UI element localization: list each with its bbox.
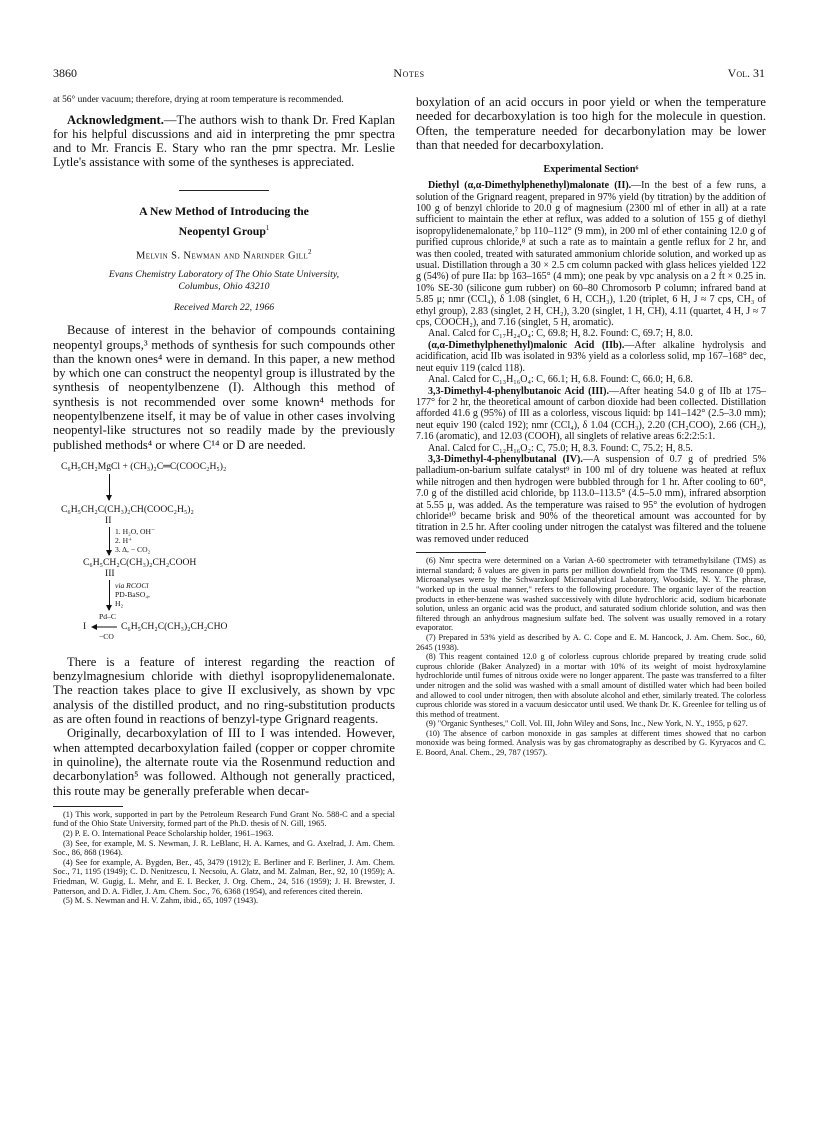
procedure-IIb	[416, 340, 766, 374]
procedure-III	[416, 386, 766, 443]
reaction-scheme	[53, 459, 395, 647]
footnote: (7) Prepared in 53% yield as described by A. C. Cope and E. M. Hancock, J. Am. Chem. Soc., 60, 2645 (1938).	[416, 632, 766, 652]
footnote: (8) This reagent contained 12.0 g of colorless cuprous chloride prepared by treating crude solid cuprous chloride (Baker Analyzed) in a mortar with 10% of its weight of moist hydroxylamine hydrochloride until fumes of nitrous oxide were no longer apparent. The paste was transferred to a filter under nitrogen and the solid was washed with a small amount of distilled water which had been boiled and allowed to cool under nitrogen, then with absolute alcohol and ether, similarly treated. The colorless cuprous chloride was stored in a vacuum desiccator until used. We thank Dr. K. Greenlee for telling us of this method of treatment.	[416, 652, 766, 719]
footnote: (10) The absence of carbon monoxide in gas samples at different times showed that no carbon monoxide was being formed. Analysis was by gas chromatography as described by G. Kyryacos and C. E. Boord, Anal. Chem., 29, 787 (1957).	[416, 728, 766, 758]
previous-article-tail: at 56° under vacuum; therefore, drying at room temperature is recommended.	[53, 95, 344, 105]
procedure-III-text: —After heating 54.0 g of IIb at 175–177° for 2 hr, the theoretical amount of carbon dioxide had been collected. Distillation afforded 41.6 g (95%) of III as a colorless, viscous liquid: bp 141–142° (2.5–3.0 mm); neut equiv 190 (calcd 192); nmr (CCl₄), δ 1.04 (CCH₃), 2.20 (CH₂COO), 2.66 (CH₂), 7.16 (aromatic), and 12.03 (COOH), all singlets of relative areas 6:2:2:5:1.	[416, 385, 766, 443]
experimental-section	[416, 180, 766, 545]
footnote: (1) This work, supported in part by the Petroleum Research Fund Grant No. 588-C and a special fund of the Ohio State University, formed part of the Ph.D. thesis of N. Gill, 1965.	[53, 809, 395, 829]
volume-label: Vol. 31	[727, 66, 765, 80]
scheme-condition-1b: 2. H⁺	[115, 535, 133, 545]
scheme-product-I: I	[83, 620, 87, 632]
footnote: (4) See for example, A. Bygden, Ber., 45, 3479 (1912); E. Berliner and F. Berliner, J. Am. Chem. Soc., 71, 1195 (1949); C. D. Nenitzescu, I. Necsoiu, A. Glatz, and M. Zalman, Ber., 92, 10 (1959); A. Friedman, W. Gugig, L. Mehr, and E. I. Becker, J. Org. Chem., 24, 516 (1959); J. H. Brewster, J. Patterson, and D. A. Fidler, J. Am. Chem. Soc., 76, 6368 (1954), and references cited therein.	[53, 857, 395, 896]
footnote: (5) M. S. Newman and H. V. Zahm, ibid., 65, 1097 (1943).	[63, 896, 259, 906]
scheme-condition-1c: 3. Δ, − CO₂	[115, 544, 151, 554]
footnote: (3) See, for example, M. S. Newman, J. R. LeBlanc, H. A. Karnes, and G. Axelrad, J. Am. Chem. Soc., 86, 868 (1964).	[53, 838, 395, 858]
scheme-label-II: II	[105, 514, 112, 526]
scheme-condition-2c: H₂	[115, 598, 124, 608]
paragraph-decarboxylation: Originally, decarboxylation of III to I was intended. However, when attempted decarboxylation failed (copper or copper chromite in quinoline), the alternate route via the Rosenmund reduction and decarbonylation⁵ was followed. Although not generally practiced, this route may be generally preferable when decar-	[53, 726, 395, 798]
analysis-II: Anal. Calcd for C₁₇H₂₄O₄: C, 69.8; H, 8.2. Found: C, 69.7; H, 8.0.	[428, 328, 693, 340]
procedure-IIb-text: —After alkaline hydrolysis and acidification, acid IIb was isolated in 93% yield as a colorless solid, mp 167–168° dec, neut equiv 119 (calcd 118).	[416, 339, 766, 374]
procedure-IV-heading: 3,3-Dimethyl-4-phenylbutanal (IV).	[428, 453, 583, 465]
scheme-condition-1a: 1. H₂O, OH⁻	[115, 526, 155, 536]
title-line-2	[53, 220, 395, 240]
article-title	[53, 203, 395, 240]
footnotes-right	[416, 556, 766, 757]
procedure-II	[416, 180, 766, 328]
footnote: (9) "Organic Syntheses," Coll. Vol. III, John Wiley and Sons, Inc., New York, N. Y., 1955, p 627.	[426, 719, 748, 729]
authors-text: Melvin S. Newman and Narinder Gill	[136, 250, 309, 262]
scheme-condition-2b: PD-BaSO₄,	[115, 589, 150, 599]
acknowledgment-heading: Acknowledgment.	[67, 112, 164, 127]
acknowledgment-text: —The authors wish to thank Dr. Fred Kaplan for his helpful discussions and aid in interpreting the pmr spectra and to Mr. Francis E. Stary who ran the pmr spectra. Mr. Leslie Lytle's assistance with some of the syntheses is appreciated.	[53, 112, 395, 170]
procedure-IV-text: —A suspension of 0.7 g of predried 5% palladium-on-barium sulfate catalyst⁹ in 100 ml of dry toluene was heated at reflux while nitrogen and then hydrogen were bubbled through for 1 hr. After cooling to 60°, 7.0 g of the distilled acid chloride, bp 113.0–113.5° (4.5–5.0 mm), infrared absorption at 5.55 μ, was added. As the temperature was raised to 95° the evolution of hydrogen chloride¹⁰ became brisk and 90% of the theoretical amount was accounted for by titration in 2.5 hr. After cooling under nitrogen the catalyst was filtered and the toluene was removed under reduced	[416, 453, 766, 545]
acknowledgment	[53, 113, 395, 170]
experimental-section-heading: Experimental Section⁶	[543, 164, 639, 176]
section-name: Notes	[393, 66, 425, 80]
scheme-arrow-1	[109, 474, 110, 500]
scheme-label-III: III	[105, 567, 115, 579]
page-number: 3860	[53, 66, 77, 80]
continued-paragraph: boxylation of an acid occurs in poor yield or when the temperature needed for decarboxylation is too high for the molecule in question. Often, the temperature needed for decarbonylation may be lower than that needed for decarboxylation.	[416, 95, 766, 152]
analysis-IIb: Anal. Calcd for C₁₃H₁₆O₄: C, 66.1; H, 6.8. Found: C, 66.0; H, 6.8.	[428, 374, 693, 386]
affiliation-line-1: Evans Chemistry Laboratory of The Ohio State University,	[108, 269, 340, 281]
paragraph-grignard-feature: There is a feature of interest regarding the reaction of benzylmagnesium chloride with diethyl isopropylidenemalonate. The reaction takes place to give II exclusively, as shown by vpc analysis of the distilled product, and no ring-substitution products as are often found in reactions of benzyl-type Grignard reagents.	[53, 654, 395, 727]
title-footnote-ref: 1	[265, 223, 270, 232]
affiliation-line-2: Columbus, Ohio 43210	[178, 281, 270, 293]
footnotes-left	[53, 810, 395, 906]
article-authors	[53, 248, 395, 262]
title-line-2-text: Neopentyl Group	[178, 223, 266, 238]
scheme-loss-co: −CO	[99, 631, 114, 641]
scheme-catalyst: Pd–C	[99, 611, 116, 621]
left-column	[53, 95, 395, 906]
scheme-arrow-3	[109, 580, 110, 610]
procedure-IV	[416, 454, 766, 545]
scheme-compound-IV: C₆H₅CH₂C(CH₃)₂CH₂CHO	[121, 620, 228, 632]
scheme-compound-III: C₆H₅CH₂C(CH₃)₂CH₂COOH	[83, 556, 197, 568]
received-date: Received March 22, 1966	[173, 302, 275, 314]
article-affiliation	[53, 269, 395, 293]
scheme-reactants: C₆H₅CH₂MgCl + (CH₃)₂C═C(COOC₂H₅)₂	[61, 460, 227, 472]
scheme-compound-II: C₆H₅CH₂C(CH₃)₂CH(COOC₂H₅)₂	[61, 503, 194, 515]
procedure-IIb-heading: (α,α-Dimethylphenethyl)malonic Acid (IIb).	[428, 339, 625, 351]
procedure-II-text: —In the best of a few runs, a solution of the Grignard reagent, prepared in 97% yield (by titration) by the addition of 100 g of benzyl chloride to 20.0 g of magnesium (2300 ml of ether in all) at a rate sufficient to maintain the ether at reflux, was added to a solution of 155 g of diethyl isopropylidenemalonate,⁷ bp 110–112° (9 mm), in 200 ml of ether containing 12.0 g of purified cuprous chloride,⁸ at such a rate as to maintain a gentle reflux for 2 hr, and was then cooled, treated with saturated ammonium chloride solution, and worked up as usual. Distillation through a 30 × 2.5 cm column packed with glass helices yielded 122 g (54%) of pure IIa: bp 163–165° (4 mm); one peak by vpc analysis on a 2 ft × 0.25 in. 10% SE-30 (silicone gum rubber) on 60–80 Chromosorb P column; infrared band at 5.85 μ; nmr (CCl₄), δ 1.08 (singlet, 6 H, CCH₃), 1.20 (triplet, 6 H, J ≈ 7 cps, CH₃ of ethyl group), 2.83 (singlet, 2 H, CH₂), 3.20 (singlet, 1 H, CH), 4.11 (quartet, 4 H, J ≈ 7 cps, COOCH₂), and 7.16 (singlet, 5 H, aromatic).	[416, 180, 766, 329]
intro-paragraph: Because of interest in the behavior of compounds containing neopentyl groups,³ methods of synthesis for such compounds other than the known ones⁴ were in demand. In this paper, a new method by which one can construct the neopentyl group is illustrated by the synthesis of neopentylbenzene (I). Although this method of synthesis is not recommended over some known⁴ methods for neopentylbenzene itself, it may be of value in other cases involving neopentyl-like structures not so readily made by the previously published methods⁴ or where C¹⁴ or D are needed.	[53, 323, 395, 452]
procedure-III-heading: 3,3-Dimethyl-4-phenylbutanoic Acid (III).	[428, 385, 609, 397]
footnote: (2) P. E. O. International Peace Scholarship holder, 1961–1963.	[63, 829, 274, 839]
scheme-left-arrow	[91, 623, 117, 631]
procedure-II-heading: Diethyl (α,α-Dimethylphenethyl)malonate (II).	[428, 180, 632, 192]
authors-footnote-ref: 2	[308, 247, 312, 256]
footnote-divider-left	[53, 806, 123, 807]
article-divider	[179, 190, 269, 191]
scheme-arrow-2	[109, 527, 110, 555]
analysis-III: Anal. Calcd for C₁₂H₁₆O₂: C, 75.0; H, 8.3. Found: C, 75.2; H, 8.5.	[428, 442, 693, 454]
footnote-divider-right	[416, 552, 486, 553]
right-column	[416, 95, 766, 758]
footnote: (6) Nmr spectra were determined on a Varian A-60 spectrometer with tetramethylsilane (TMS) as internal standard; δ values are given in parts per million downfield from the TMS resonance (0 ppm). Microanalyses were by the Schwarzkopf Microanalytical Laboratory, Woodside, N. Y. The phrase, "worked up in the usual manner," refers to the following procedure. The organic layer of the reaction products in ether-benzene was washed successively with dilute hydrochloric acid, sodium bicarbonate solution, unless an organic acid was the product, and saturated sodium chloride solution, and was then filtered through an anhydrous magnesium sulfate bed. The solvent was usually removed in a rotary evaporator.	[416, 556, 766, 633]
scheme-condition-2a: via RCOCl	[115, 580, 149, 590]
title-line-1: A New Method of Introducing the	[139, 203, 309, 218]
page-header	[53, 66, 765, 82]
